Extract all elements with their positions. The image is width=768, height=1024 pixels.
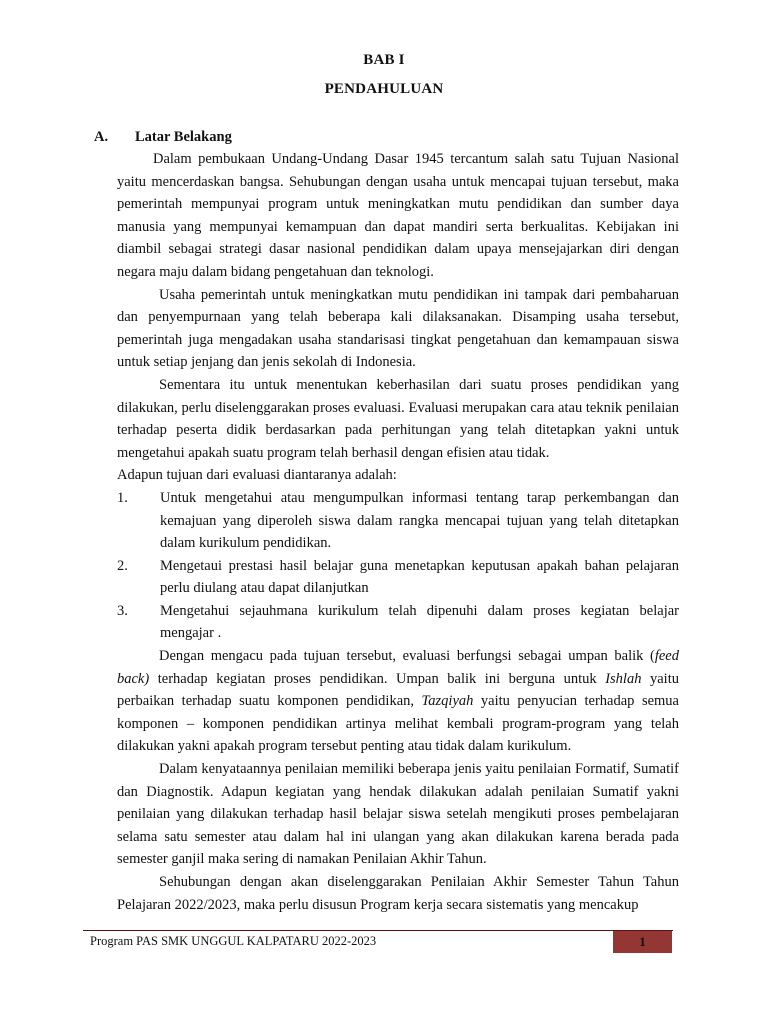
list-item bbox=[117, 555, 679, 600]
list-text: Untuk mengetahui atau mengumpulkan informasi tentang tarap perkembangan dan kemajuan yang diperoleh siswa dalam rangka mencapai tujuan yang telah ditetapkan dalam kurikulum pendidikan. bbox=[160, 489, 679, 552]
list-text: Mengetaui prestasi hasil belajar guna menetapkan keputusan apakah bahan pelajaran perlu diulang atau dapat dilanjutkan bbox=[160, 557, 679, 597]
chapter-title: PENDAHULUAN bbox=[324, 81, 444, 97]
paragraph-5 bbox=[117, 645, 679, 758]
paragraph-5-part-b: terhadap kegiatan proses pendidikan. Umpan balik ini berguna untuk bbox=[149, 670, 606, 687]
term-feed-back: feed back) bbox=[117, 648, 679, 687]
section-heading bbox=[94, 129, 232, 146]
list-text: Mengetahui sejauhmana kurikulum telah dipenuhi dalam proses kegiatan belajar mengajar . bbox=[160, 602, 679, 642]
paragraph-1: Dalam pembukaan Undang-Undang Dasar 1945 tercantum salah satu Tujuan Nasional yaitu mencerdaskan bangsa. Sehubungan dengan usaha untuk mencapai tujuan tersebut, maka pemerintah mempunyai program untuk meningkatkan mutu pendidikan dan sumber daya manusia yang mempunyai kemampuan dan dapat mandiri serta berkualitas. Kebijakan ini diambil sebagai strategi dasar nasional pendidikan dalam upaya mensejajarkan diri dengan negara maju dalam bidang pengetahuan dan teknologi. bbox=[117, 151, 679, 280]
paragraph-5-part-c: yaitu perbaikan terhadap suatu komponen pendidikan, bbox=[117, 670, 679, 710]
footer-text: Program PAS SMK UNGGUL KALPATARU 2022-2023 bbox=[90, 934, 377, 948]
paragraph-7: Sehubungan dengan akan diselenggarakan Penilaian Akhir Semester Tahun Tahun Pelajaran 2022/2023, maka perlu disusun Program kerja secara sistematis yang mencakup bbox=[117, 874, 679, 913]
chapter-number: BAB I bbox=[363, 52, 405, 68]
page-number: 1 bbox=[639, 934, 646, 949]
paragraph-5-part-a: Dengan mengacu pada tujuan tersebut, evaluasi berfungsi sebagai umpan balik ( bbox=[159, 648, 655, 665]
list-item bbox=[117, 600, 679, 645]
list-number: 3. bbox=[117, 602, 128, 619]
page-number-box bbox=[613, 931, 672, 953]
paragraph-3: Sementara itu untuk menentukan keberhasilan dari suatu proses pendidikan yang dilakukan, perlu diselenggarakan proses evaluasi. Evaluasi merupakan cara atau teknik penilaian terhadap peserta didik berdasarkan pada perhitungan yang telah ditetapkan yakni untuk mengetahui apakah suatu program telah berhasil dengan efisien atau tidak. bbox=[117, 376, 679, 461]
term-tazqiyah: Tazqiyah bbox=[421, 693, 474, 710]
section-letter: A. bbox=[94, 129, 109, 145]
footer-divider bbox=[83, 930, 673, 931]
section-title: Latar Belakang bbox=[135, 129, 232, 145]
term-ishlah: Ishlah bbox=[605, 670, 642, 687]
paragraph-2: Usaha pemerintah untuk meningkatkan mutu pendidikan ini tampak dari pembaharuan dan penyempurnaan yang telah beberapa kali dilaksanakan. Disamping usaha tersebut, pemerintah juga mengadakan usaha standarisasi tingkat pengetahuan dan kemampauan siswa untuk setiap jenjang dan jenis sekolah di Indonesia. bbox=[117, 286, 679, 371]
paragraph-6: Dalam kenyataannya penilaian memiliki beberapa jenis yaitu penilaian Formatif, Sumatif dan Diagnostik. Adapun kegiatan yang hendak dilakukan adalah penilaian Sumatif yakni penilaian yang dilakukan terhadap hasil belajar siswa setelah mengikuti proses pembelajaran selama satu semester atau dalam hal ini ulangan yang akan dilakukan karena berada pada semester ganjil maka sering di namakan Penilaian Akhir Tahun. bbox=[117, 761, 679, 868]
list-item bbox=[117, 487, 679, 555]
list-number: 2. bbox=[117, 557, 128, 574]
paragraph-4: Adapun tujuan dari evaluasi diantaranya adalah: bbox=[117, 467, 397, 484]
body-text bbox=[117, 148, 679, 916]
paragraph-5-part-d: yaitu penyucian terhadap semua komponen – komponen pendidikan artinya melihat kembali program-program yang telah dilakukan yakni apakah program tersebut penting atau tidak dalam kurikulum. bbox=[117, 693, 679, 755]
objectives-list bbox=[117, 487, 679, 645]
list-number: 1. bbox=[117, 489, 128, 506]
